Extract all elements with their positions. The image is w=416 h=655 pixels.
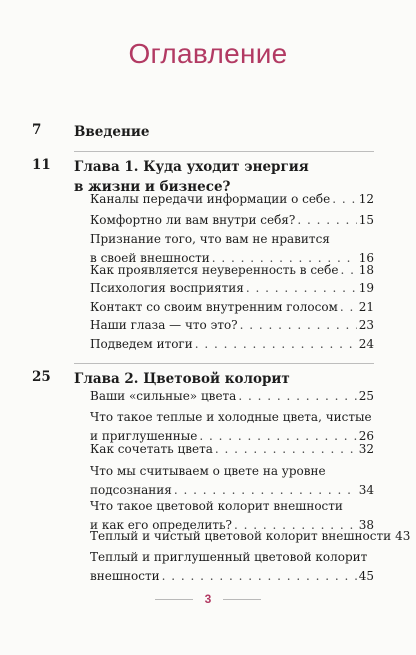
toc-entry — [90, 462, 374, 500]
leader-dots — [297, 211, 356, 230]
entry-title: Признание того, что вам не нравится — [90, 232, 330, 246]
toc-entry — [90, 527, 411, 546]
leader-dots — [240, 316, 357, 335]
entry-title: Каналы передачи информации о себе — [90, 192, 331, 206]
entry-page: 21 — [358, 300, 374, 314]
intro-title: Введение — [74, 124, 150, 140]
leader-dots — [162, 567, 357, 586]
entry-title: Теплый и приглушенный цветовой колорит — [90, 550, 368, 564]
entry-title: Наши глаза — что это? — [90, 318, 238, 332]
leader-dots — [195, 335, 357, 354]
entry-title: и как его определить? — [90, 518, 232, 532]
chapter-2-title: Глава 2. Цветовой колорит — [74, 371, 290, 387]
entry-title: Что такое цветовой колорит внешности — [90, 499, 343, 513]
footer-rule-right — [223, 599, 261, 600]
leader-dots — [238, 387, 356, 406]
entry-page: 23 — [358, 318, 374, 332]
toc-entry — [90, 387, 374, 406]
entry-title: Ваши «сильные» цвета — [90, 389, 237, 403]
entry-title: подсознания — [90, 483, 172, 497]
entry-page: 18 — [358, 263, 374, 277]
leader-dots — [332, 190, 356, 209]
entry-page: 43 — [395, 529, 411, 543]
entry-title: Психология восприятия — [90, 281, 244, 295]
toc-entry — [90, 279, 374, 298]
entry-page: 45 — [358, 569, 374, 583]
toc-entry — [90, 190, 374, 209]
entry-page: 25 — [358, 389, 374, 403]
entry-page: 24 — [358, 337, 374, 351]
toc-entry — [90, 298, 374, 317]
entry-title: и приглушенные — [90, 429, 198, 443]
leader-dots — [340, 261, 356, 280]
entry-page: 38 — [358, 518, 374, 532]
entry-title: Как сочетать цвета — [90, 442, 213, 456]
entry-title: Что такое теплые и холодные цвета, чистые — [90, 410, 372, 424]
entry-page: 12 — [358, 192, 374, 206]
entry-page: 34 — [358, 483, 374, 497]
toc-entry — [90, 261, 374, 280]
entry-page: 32 — [358, 442, 374, 456]
page-footer — [0, 592, 416, 606]
entry-page: 15 — [358, 213, 374, 227]
entry-page: 19 — [358, 281, 374, 295]
divider — [74, 151, 374, 152]
entry-title: Как проявляется неуверенность в себе — [90, 263, 339, 277]
toc-entry — [90, 548, 374, 586]
leader-dots — [340, 298, 357, 317]
page-number: 3 — [204, 592, 212, 606]
entry-title: внешности — [90, 569, 160, 583]
entry-page: 26 — [358, 429, 374, 443]
entry-title: в своей внешности — [90, 251, 210, 265]
toc-entry — [90, 335, 374, 354]
entry-page: 16 — [358, 251, 374, 265]
toc-entry — [90, 211, 374, 230]
entry-title: Комфортно ли вам внутри себя? — [90, 213, 296, 227]
leader-dots — [246, 279, 357, 298]
footer-rule-left — [155, 599, 193, 600]
page-title: Оглавление — [128, 38, 288, 69]
entry-title: Что мы считываем о цвете на уровне — [90, 464, 326, 478]
toc-entry — [90, 440, 374, 459]
divider — [74, 363, 374, 364]
toc-entry — [90, 316, 374, 335]
chapter-1-title-line: Глава 1. Куда уходит энергия — [74, 159, 309, 175]
intro-page-number: 7 — [32, 122, 42, 138]
chapter-1-title-line: в жизни и бизнесе? — [74, 179, 231, 195]
chapter-2-page-number: 25 — [32, 369, 51, 385]
chapter-1-page-number: 11 — [32, 157, 51, 173]
leader-dots — [215, 440, 357, 459]
entry-title: Подведем итоги — [90, 337, 193, 351]
entry-title: Теплый и чистый цветовой колорит внешности — [90, 529, 392, 543]
entry-title: Контакт со своим внутренним голосом — [90, 300, 338, 314]
